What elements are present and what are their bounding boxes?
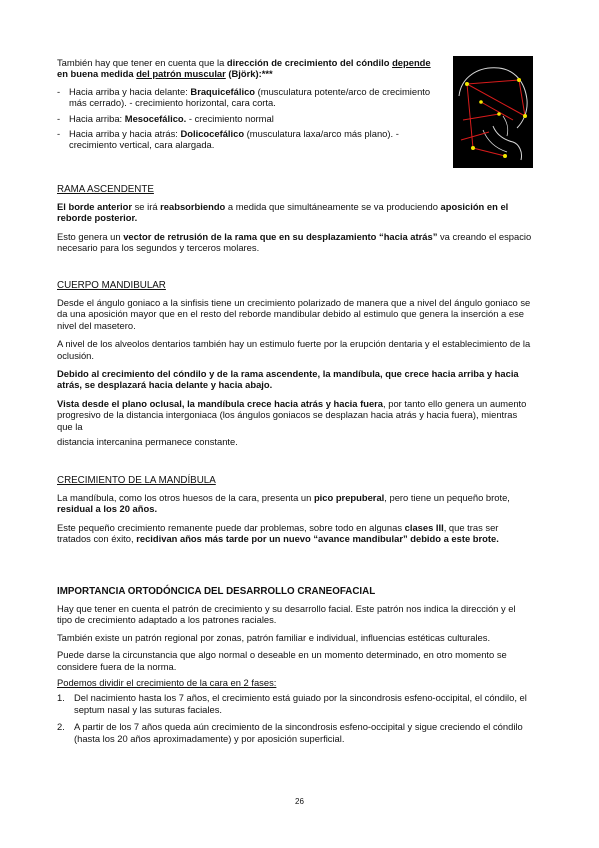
section-heading-cuerpo: CUERPO MANDIBULAR [57,280,166,291]
list-item: 1. Del nacimiento hasta los 7 años, el crecimiento está guiado por la sincondrosis esfeno-occipital, el cóndilo, el septum nasal y las suturas faciales. [57,692,527,715]
cuerpo-section [57,297,533,447]
intro-paragraph: También hay que tener en cuenta que la dirección de crecimiento del cóndilo depende en buena medida del patrón muscular (Björk):*** [57,57,431,80]
importancia-section [57,603,533,744]
skull-tracing-image [453,56,533,168]
crecimiento-paragraph-2: Este pequeño crecimiento remanente puede dar problemas, sobre todo en algunas clases III, que tras ser tratados con éxito, recidivan años más tarde por un nuevo “avance mandibular” debido a este brote. [57,521,499,545]
page-number: 26 [295,797,304,806]
rama-paragraph-1: El borde anterior se irá reabsorbiendo a medida que simultáneamente se va produciendo aposición en el reborde posterior. [57,201,509,224]
cuerpo-paragraph-2: A nivel de los alveolos dentarios también hay un estimulo fuerte por la erupción dentaria y el establecimiento de la oclusión. [57,338,531,361]
importancia-paragraph-2: También existe un patrón regional por zonas, patrón familiar e individual, influencias estéticas culturales. [57,631,491,643]
intro-section [57,57,437,151]
growth-direction-list [57,86,437,151]
importancia-paragraph-1: Hay que tener en cuenta el patrón de crecimiento y su desarrollo facial. Este patrón nos indica la dirección y el tipo de crecimiento adaptado a los patrones raciales. [57,603,516,626]
list-item: - Hacia arriba y hacia atrás: Dolicocefálico (musculatura laxa/arco más plano). - crecimiento vertical, cara alargada. [57,128,399,151]
cuerpo-paragraph-5: distancia intercanina permanece constante. [57,436,238,448]
list-item: 2. A partir de los 7 años queda aún crecimiento de la sincondrosis esfeno-occipital y sigue creciendo el cóndilo (hasta los 20 años aproximadamente) y por aposición superficial. [57,721,523,744]
cuerpo-paragraph-4: Vista desde el plano oclusal, la mandíbula crece hacia atrás y hacia fuera, por tanto ello genera un aumento progresivo de la distancia intergoniaca (los ángulos goniacos se desplazan hacia atrás y hacia fuera), mientras que la [57,397,527,432]
importancia-paragraph-3: Puede darse la circunstancia que algo normal o deseable en un momento determinado, en otro momento se considere fuera de la norma. [57,649,507,672]
crecimiento-paragraph-1: La mandíbula, como los otros huesos de la cara, presenta un pico prepuberal, pero tiene un pequeño brote, residual a los 20 años. [57,492,510,515]
section-heading-rama: RAMA ASCENDENTE [57,184,154,195]
section-heading-crecimiento: CRECIMIENTO DE LA MANDÍBULA [57,475,216,486]
crecimiento-section [57,492,533,545]
rama-section [57,201,533,254]
cuerpo-paragraph-3: Debido al crecimiento del cóndilo y de la rama ascendente, la mandíbula, que crece hacia arriba y hacia atrás, se desplazará hacia delante y hacia abajo. [57,368,519,391]
list-item: - Hacia arriba y hacia delante: Braquicefálico (musculatura potente/arco de crecimiento más cerrado). - crecimiento horizontal, cara corta. [57,85,431,109]
rama-paragraph-2: Esto genera un vector de retrusión de la rama que en su desplazamiento “hacia atrás” va creando el espacio necesario para los segundos y terceros molares. [57,230,532,254]
list-item: - Hacia arriba: Mesocefálico. - crecimiento normal [57,112,274,124]
growth-phase-list [57,692,533,744]
importancia-paragraph-4: Podemos dividir el crecimiento de la cara en 2 fases: [57,677,277,689]
cuerpo-paragraph-1: Desde el ángulo goniaco a la sinfisis tiene un crecimiento polarizado de manera que a nivel del ángulo goniaco se da una aposición mayor que en el resto del reborde mandibular debido al estimulo que genera la inserción a ese nivel del masetero. [57,297,531,331]
cephalometric-figure [453,56,533,168]
section-heading-importancia: IMPORTANCIA ORTODÓNCICA DEL DESARROLLO CRANEOFACIAL [57,586,376,597]
